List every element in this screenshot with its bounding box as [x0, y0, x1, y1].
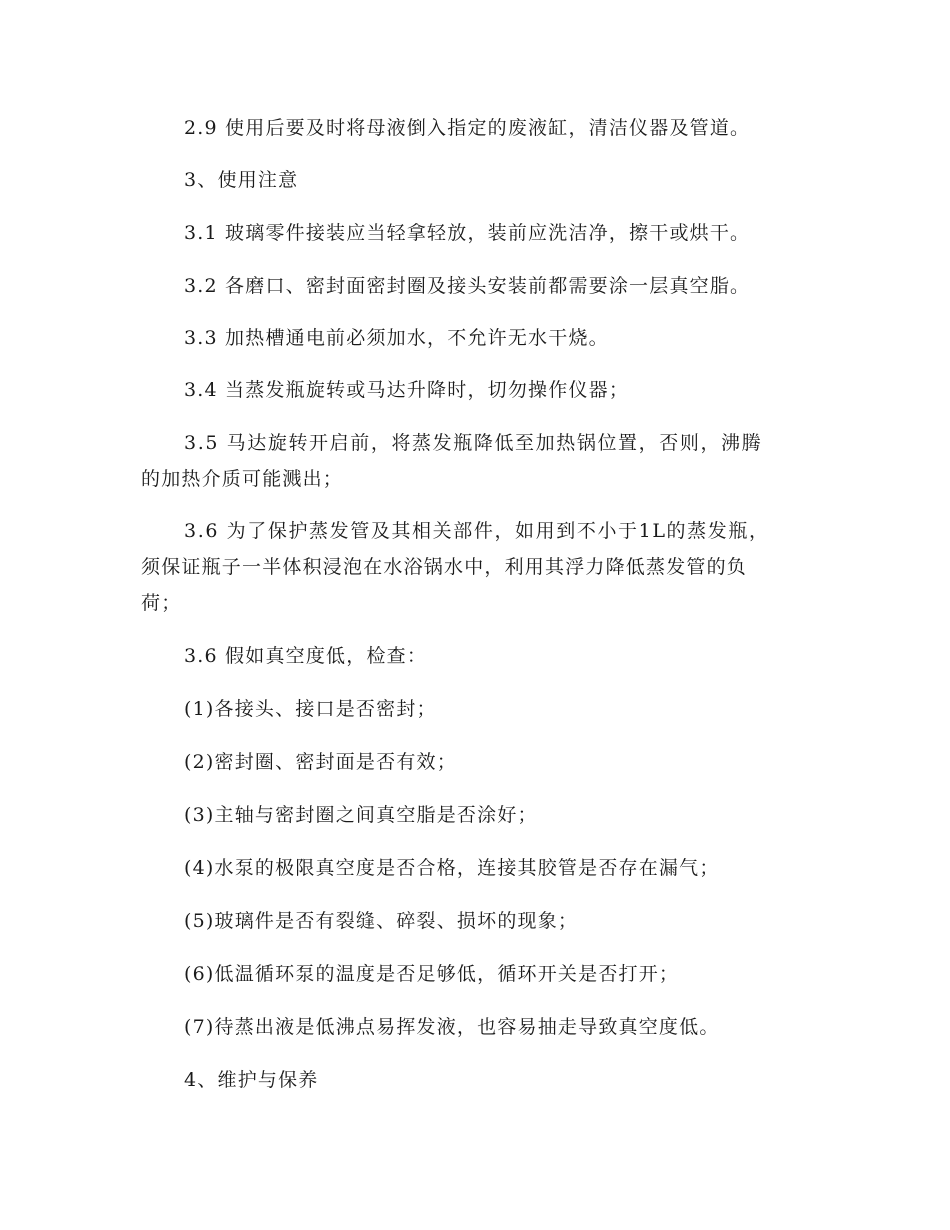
check-item-7: (7)待蒸出液是低沸点易挥发液，也容易抽走导致真空度低。 — [184, 1016, 720, 1038]
check-item-3: (3)主轴与密封圈之间真空脂是否涂好； — [184, 804, 538, 826]
paragraph-3-6a-line-1: 3.6 为了保护蒸发管及其相关部件，如用到不小于1L的蒸发瓶， — [184, 520, 770, 542]
paragraph-3-6a-line-3: 荷； — [141, 592, 182, 614]
check-item-4: (4)水泵的极限真空度是否合格，连接其胶管是否存在漏气； — [184, 857, 720, 879]
check-item-1: (1)各接头、接口是否密封； — [184, 698, 437, 720]
section-heading-3: 3、使用注意 — [184, 169, 299, 191]
paragraph-3-6a-line-2: 须保证瓶子一半体积浸泡在水浴锅水中，利用其浮力降低蒸发管的负 — [141, 556, 748, 578]
paragraph-3-2: 3.2 各磨口、密封面密封圈及接头安装前都需要涂一层真空脂。 — [184, 275, 751, 297]
paragraph-2-9: 2.9 使用后要及时将母液倒入指定的废液缸，清洁仪器及管道。 — [184, 117, 751, 139]
paragraph-3-5-line-1: 3.5 马达旋转开启前，将蒸发瓶降低至加热锅位置，否则，沸腾 — [184, 432, 763, 454]
paragraph-3-3: 3.3 加热槽通电前必须加水，不允许无水干烧。 — [184, 327, 609, 349]
paragraph-3-5-line-2: 的加热介质可能溅出； — [141, 468, 344, 490]
check-item-6: (6)低温循环泵的温度是否足够低，循环开关是否打开； — [184, 963, 680, 985]
section-heading-4: 4、维护与保养 — [184, 1069, 319, 1091]
paragraph-3-1: 3.1 玻璃零件接装应当轻拿轻放，装前应洗洁净，擦干或烘干。 — [184, 222, 751, 244]
paragraph-3-6b: 3.6 假如真空度低，检查： — [184, 645, 428, 667]
paragraph-3-4: 3.4 当蒸发瓶旋转或马达升降时，切勿操作仪器； — [184, 379, 630, 401]
check-item-2: (2)密封圈、密封面是否有效； — [184, 751, 457, 773]
check-item-5: (5)玻璃件是否有裂缝、碎裂、损坏的现象； — [184, 910, 579, 932]
